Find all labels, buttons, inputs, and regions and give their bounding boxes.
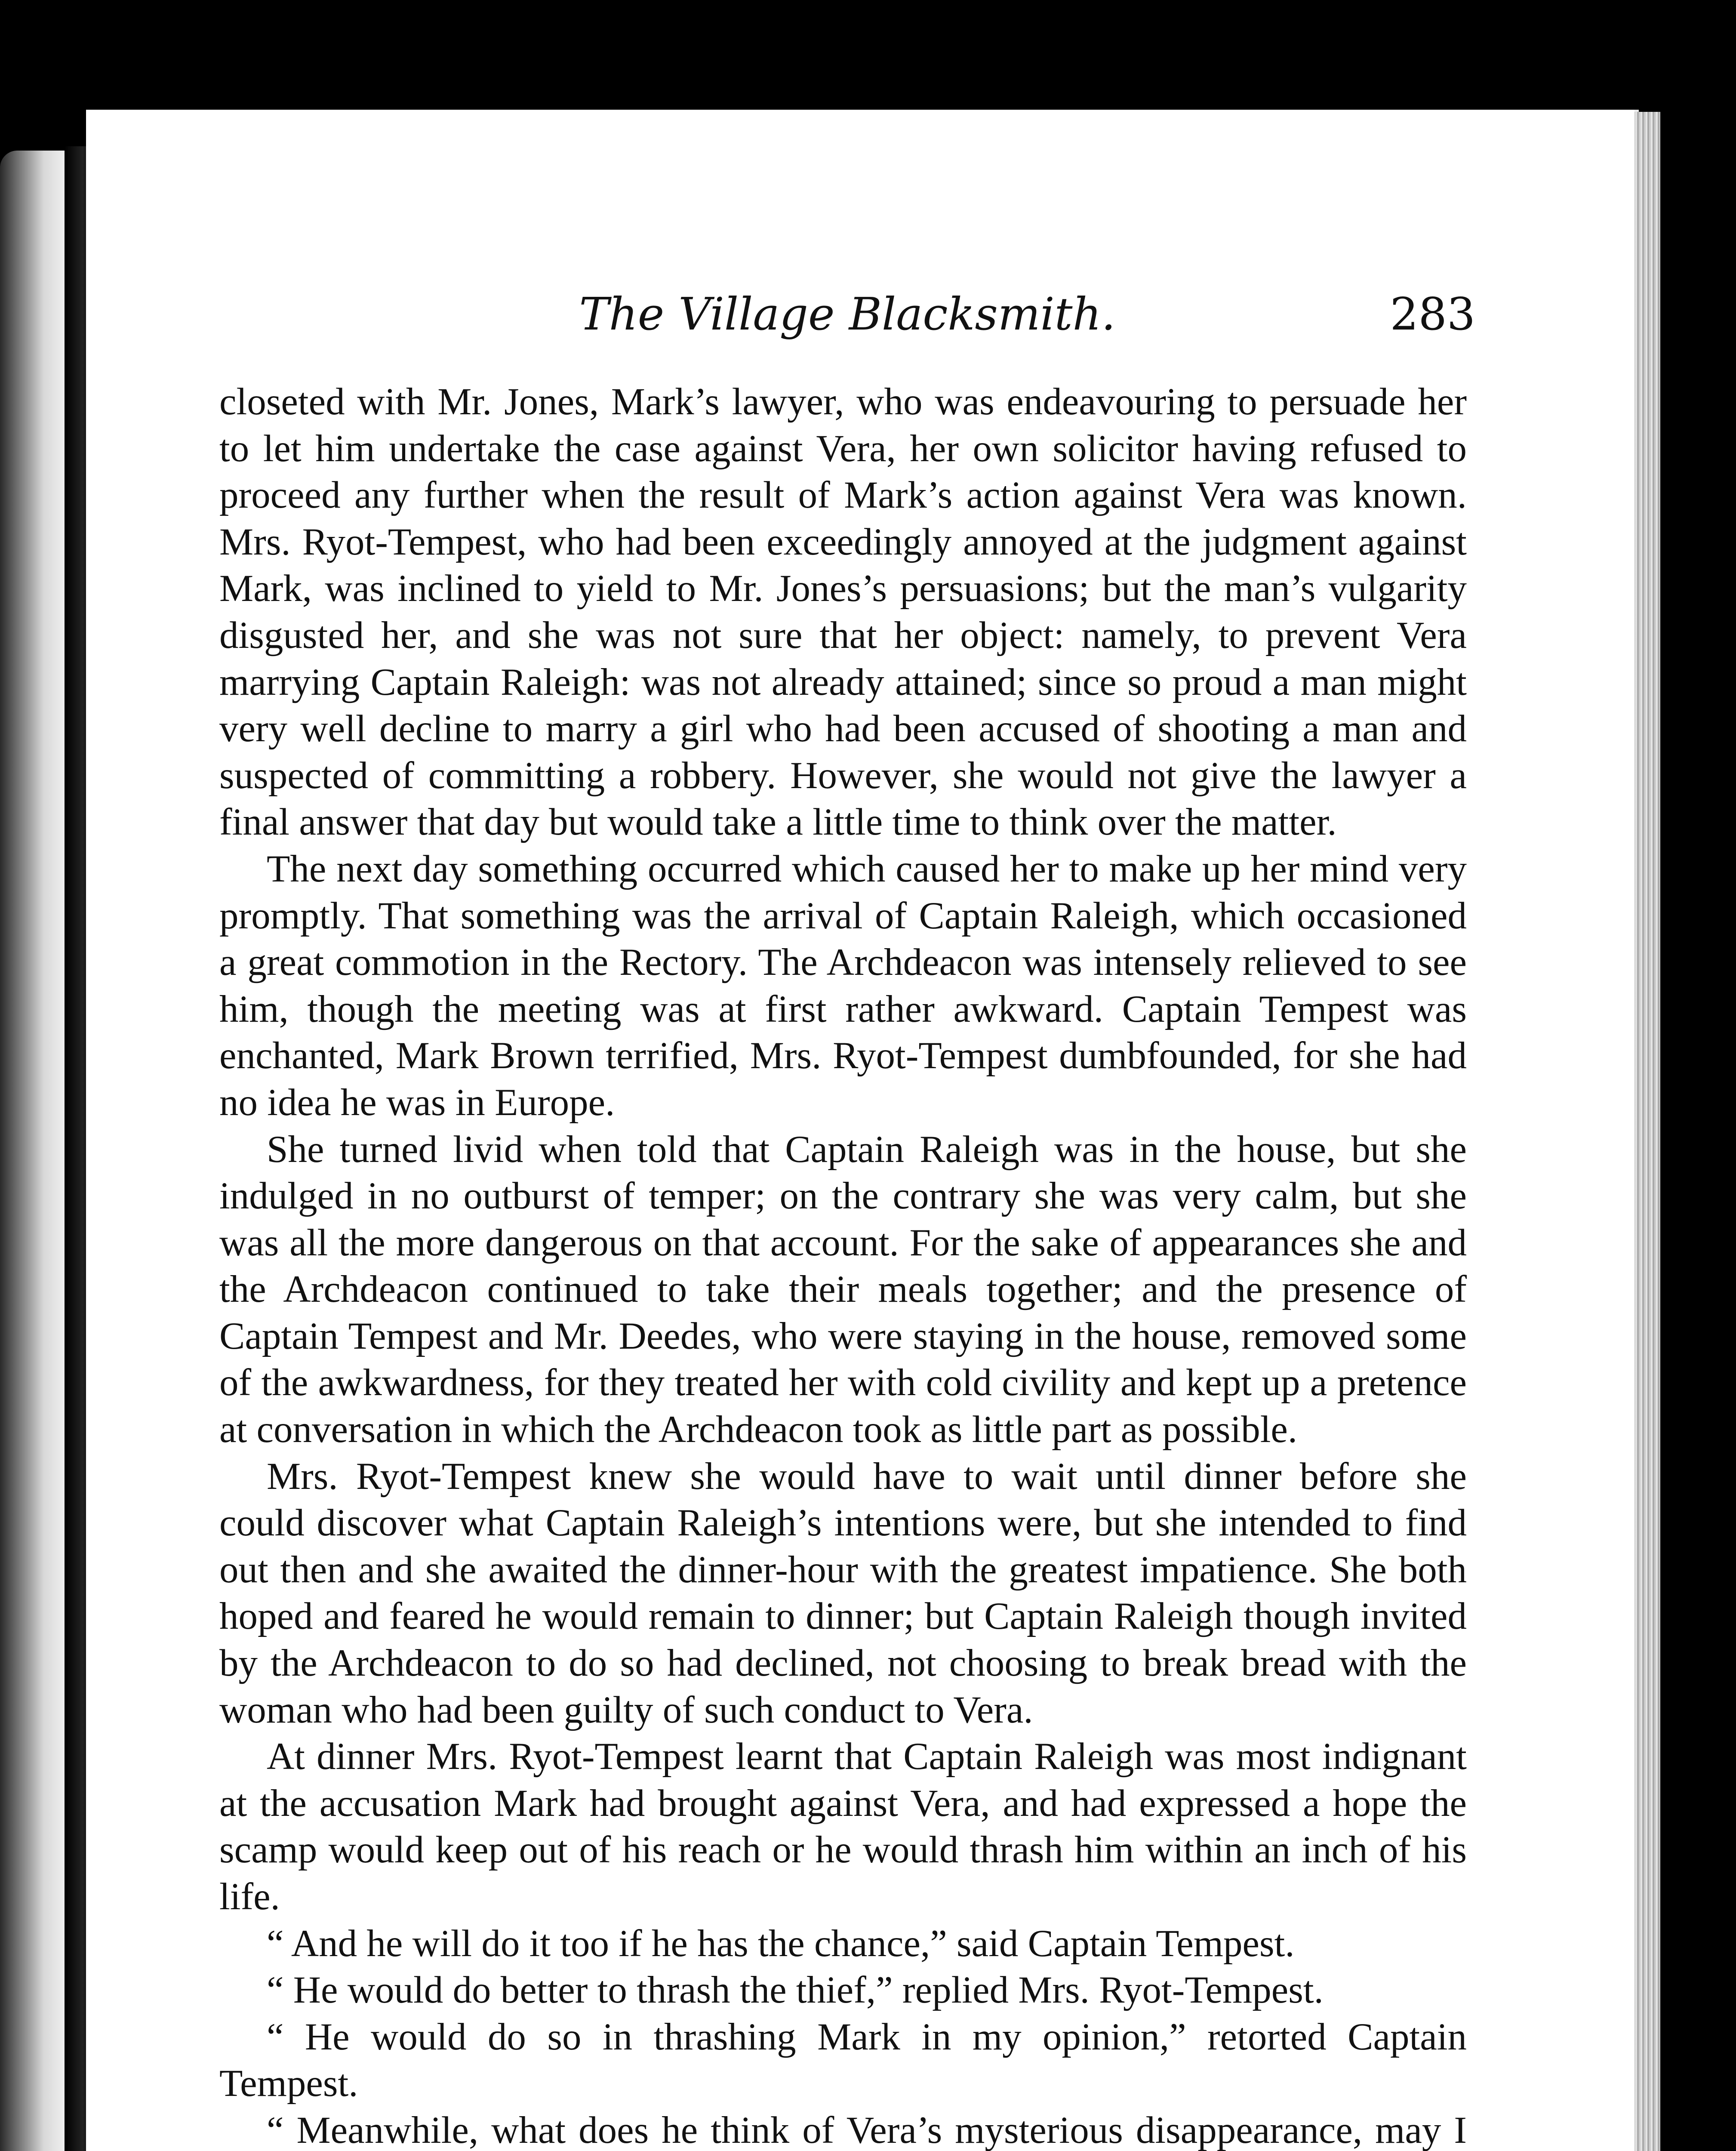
paragraph: closeted with Mr. Jones, Mark’s lawyer, who was endeavouring to persuade her to let him undertake the case against Vera, her own solicitor having refused to proceed any further when the result of Mark’s action against Vera was known. Mrs. Ryot-Tempest, who had been exceedingly annoyed at the judgment against Mark, was inclined to yield to Mr. Jones’s persuasions; but the man’s vulgarity disgusted her, and she was not sure that her object: namely, to prevent Vera marrying Captain Raleigh: was not already attained; since so proud a man might very well decline to marry a girl who had been accused of shooting a man and suspected of committing a robbery. However, she would not give the lawyer a final answer that day but would take a little time to think over the matter. — [219, 381, 1467, 844]
body-text — [219, 379, 1467, 2151]
paragraph: At dinner Mrs. Ryot-Tempest learnt that Captain Raleigh was most indignant at the accusation Mark had brought against Vera, and had expressed a hope the scamp would keep out of his reach or he would thrash him within an inch of his life. — [219, 1735, 1467, 1918]
paragraph: The next day something occurred which caused her to make up her mind very promptly. That something was the arrival of Captain Raleigh, which occasioned a great commotion in the Rectory. The Archdeacon was intensely relieved to see him, though the meeting was at first rather awkward. Captain Tempest was enchanted, Mark Brown terrified, Mrs. Ryot-Tempest dumbfounded, for she had no idea he was in Europe. — [219, 847, 1467, 1124]
dialogue-paragraph: “ He would do better to thrash the thief,” replied Mrs. Ryot-Tempest. — [267, 1969, 1324, 2012]
dialogue-paragraph: “ Meanwhile, what does he think of Vera’s mysterious disappearance, may I — [267, 2109, 1467, 2151]
page-stack-edges — [1634, 112, 1660, 2151]
paragraph: Mrs. Ryot-Tempest knew she would have to wait until dinner before she could discover what Captain Raleigh’s intentions were, but she intended to find out then and she awaited the dinner-hour with the greatest impatience. She both hoped and feared he would remain to dinner; but Captain Raleigh though invited by the Archdeacon to do so had declined, not choosing to break bread with the woman who had been guilty of such conduct to Vera. — [219, 1455, 1467, 1731]
dialogue-paragraph: “ And he will do it too if he has the chance,” said Captain Tempest. — [267, 1922, 1295, 1965]
running-title: The Village Blacksmith. — [579, 288, 1116, 340]
paragraph: She turned livid when told that Captain Raleigh was in the house, but she indulged in no outburst of temper; on the contrary she was very calm, but she was all the more dangerous on that account. For the sake of appearances she and the Archdeacon continued to take their meals together; and the presence of Captain Tempest and Mr. Deedes, who were staying in the house, removed some of the awkwardness, for they treated her with cold civility and kept up a pretence at conversation in which the Archdeacon took as little part as possible. — [219, 1128, 1467, 1451]
page-number: 283 — [1390, 288, 1475, 340]
dialogue-paragraph: “ He would do so in thrashing Mark in my opinion,” retorted Captain Tempest. — [219, 2015, 1467, 2105]
